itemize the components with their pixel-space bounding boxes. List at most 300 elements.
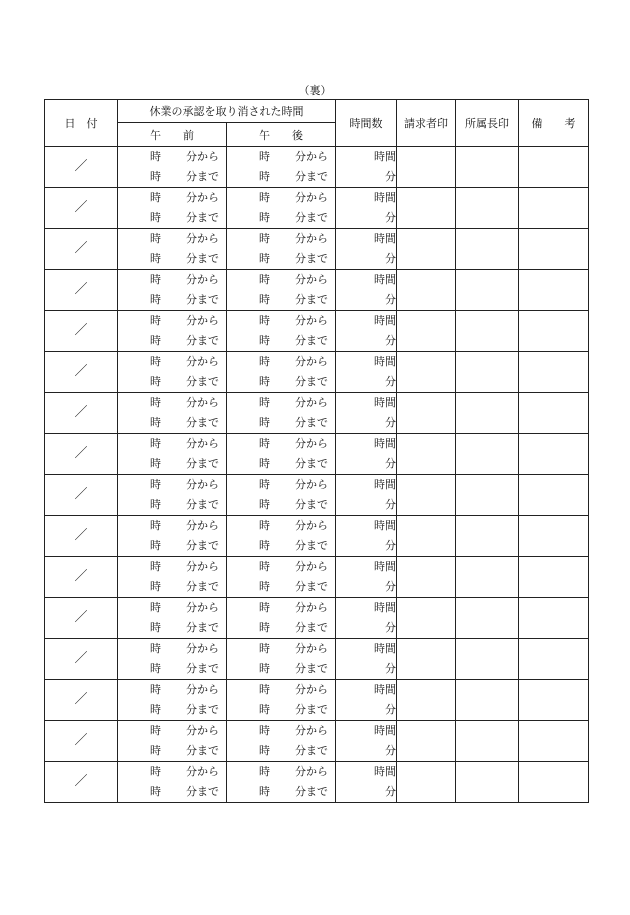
am-until-hour-label: 時 — [150, 703, 161, 716]
minutes-cell[interactable] — [336, 372, 397, 393]
am-until-hour-label: 時 — [150, 334, 161, 347]
hours-unit-label: 時間 — [374, 355, 396, 368]
entry-date-cell[interactable] — [45, 270, 118, 311]
pm-from-cell[interactable] — [227, 352, 336, 373]
pm-from-minute-label: 分から — [295, 191, 328, 204]
hours-unit-label: 時間 — [374, 560, 396, 573]
hours-unit-label: 時間 — [374, 396, 396, 409]
minutes-cell[interactable] — [336, 413, 397, 434]
am-from-cell[interactable] — [118, 229, 227, 250]
entry-row-top — [45, 352, 589, 373]
pm-from-hour-label: 時 — [259, 683, 270, 696]
pm-from-hour-label: 時 — [259, 273, 270, 286]
pm-until-cell[interactable] — [227, 331, 336, 352]
minutes-cell[interactable] — [336, 536, 397, 557]
hours-unit-label: 時間 — [374, 314, 396, 327]
requester-seal-cell[interactable] — [397, 516, 456, 557]
am-until-hour-label: 時 — [150, 498, 161, 511]
minutes-cell[interactable] — [336, 167, 397, 188]
pm-from-hour-label: 時 — [259, 724, 270, 737]
date-slash: ／ — [74, 323, 88, 338]
minutes-cell[interactable] — [336, 577, 397, 598]
pm-until-hour-label: 時 — [259, 580, 270, 593]
pm-until-cell[interactable] — [227, 700, 336, 721]
am-until-minute-label: 分まで — [186, 580, 219, 593]
am-until-hour-label: 時 — [150, 293, 161, 306]
hours-cell[interactable] — [336, 639, 397, 660]
am-until-cell[interactable] — [118, 782, 227, 803]
pm-from-minute-label: 分から — [295, 642, 328, 655]
header-date: 日 付 — [45, 100, 118, 147]
manager-seal-cell[interactable] — [456, 393, 519, 434]
hours-unit-label: 時間 — [374, 191, 396, 204]
minutes-cell[interactable] — [336, 741, 397, 762]
am-until-cell[interactable] — [118, 700, 227, 721]
am-from-cell[interactable] — [118, 311, 227, 332]
pm-from-minute-label: 分から — [295, 355, 328, 368]
header-cancelled-time: 休業の承認を取り消された時間 — [118, 100, 336, 123]
am-from-minute-label: 分から — [186, 232, 219, 245]
am-from-cell[interactable] — [118, 393, 227, 414]
hours-cell[interactable] — [336, 311, 397, 332]
pm-until-cell[interactable] — [227, 659, 336, 680]
minutes-unit-label: 分 — [385, 170, 396, 183]
hours-cell[interactable] — [336, 762, 397, 783]
pm-until-cell[interactable] — [227, 577, 336, 598]
remarks-cell[interactable] — [519, 188, 589, 229]
manager-seal-cell[interactable] — [456, 516, 519, 557]
header-pm: 午 後 — [227, 123, 336, 147]
minutes-unit-label: 分 — [385, 334, 396, 347]
am-from-minute-label: 分から — [186, 396, 219, 409]
am-from-hour-label: 時 — [150, 437, 161, 450]
hours-cell[interactable] — [336, 270, 397, 291]
requester-seal-cell[interactable] — [397, 188, 456, 229]
remarks-cell[interactable] — [519, 598, 589, 639]
manager-seal-cell[interactable] — [456, 352, 519, 393]
minutes-unit-label: 分 — [385, 744, 396, 757]
remarks-cell[interactable] — [519, 352, 589, 393]
date-slash: ／ — [74, 159, 88, 174]
entry-date-cell[interactable] — [45, 762, 118, 803]
am-until-cell[interactable] — [118, 536, 227, 557]
requester-seal-cell[interactable] — [397, 557, 456, 598]
am-until-cell[interactable] — [118, 331, 227, 352]
pm-until-minute-label: 分まで — [295, 334, 328, 347]
requester-seal-cell[interactable] — [397, 680, 456, 721]
pm-until-cell[interactable] — [227, 249, 336, 270]
pm-from-hour-label: 時 — [259, 314, 270, 327]
hours-cell[interactable] — [336, 516, 397, 537]
date-slash: ／ — [74, 200, 88, 215]
am-until-hour-label: 時 — [150, 621, 161, 634]
pm-from-cell[interactable] — [227, 147, 336, 168]
am-until-cell[interactable] — [118, 618, 227, 639]
remarks-cell[interactable] — [519, 393, 589, 434]
pm-until-cell[interactable] — [227, 782, 336, 803]
pm-until-hour-label: 時 — [259, 498, 270, 511]
am-from-cell[interactable] — [118, 475, 227, 496]
am-from-hour-label: 時 — [150, 273, 161, 286]
pm-from-cell[interactable] — [227, 516, 336, 537]
am-until-cell[interactable] — [118, 454, 227, 475]
pm-from-cell[interactable] — [227, 639, 336, 660]
requester-seal-cell[interactable] — [397, 270, 456, 311]
remarks-cell[interactable] — [519, 475, 589, 516]
am-from-cell[interactable] — [118, 557, 227, 578]
pm-until-cell[interactable] — [227, 454, 336, 475]
pm-until-hour-label: 時 — [259, 785, 270, 798]
am-until-hour-label: 時 — [150, 457, 161, 470]
pm-from-cell[interactable] — [227, 557, 336, 578]
am-from-cell[interactable] — [118, 721, 227, 742]
am-from-minute-label: 分から — [186, 642, 219, 655]
manager-seal-cell[interactable] — [456, 762, 519, 803]
pm-until-minute-label: 分まで — [295, 416, 328, 429]
pm-from-hour-label: 時 — [259, 478, 270, 491]
entry-date-cell[interactable] — [45, 516, 118, 557]
entry-date-cell[interactable] — [45, 311, 118, 352]
am-until-minute-label: 分まで — [186, 170, 219, 183]
entry-date-cell[interactable] — [45, 475, 118, 516]
manager-seal-cell[interactable] — [456, 270, 519, 311]
pm-from-hour-label: 時 — [259, 191, 270, 204]
hours-cell[interactable] — [336, 229, 397, 250]
pm-from-cell[interactable] — [227, 188, 336, 209]
manager-seal-cell[interactable] — [456, 721, 519, 762]
hours-cell[interactable] — [336, 188, 397, 209]
header-remarks: 備 考 — [519, 100, 589, 147]
minutes-cell[interactable] — [336, 659, 397, 680]
entry-row-top — [45, 475, 589, 496]
am-until-minute-label: 分まで — [186, 744, 219, 757]
hours-unit-label: 時間 — [374, 150, 396, 163]
entry-date-cell[interactable] — [45, 639, 118, 680]
am-until-minute-label: 分まで — [186, 785, 219, 798]
am-until-cell[interactable] — [118, 249, 227, 270]
am-from-minute-label: 分から — [186, 314, 219, 327]
entry-date-cell[interactable] — [45, 352, 118, 393]
manager-seal-cell[interactable] — [456, 557, 519, 598]
hours-cell[interactable] — [336, 147, 397, 168]
entry-row-top — [45, 557, 589, 578]
pm-from-minute-label: 分から — [295, 396, 328, 409]
pm-until-minute-label: 分まで — [295, 498, 328, 511]
am-until-hour-label: 時 — [150, 785, 161, 798]
minutes-cell[interactable] — [336, 331, 397, 352]
date-slash: ／ — [74, 692, 88, 707]
minutes-unit-label: 分 — [385, 416, 396, 429]
pm-from-cell[interactable] — [227, 434, 336, 455]
pm-until-minute-label: 分まで — [295, 703, 328, 716]
pm-from-cell[interactable] — [227, 598, 336, 619]
pm-until-hour-label: 時 — [259, 621, 270, 634]
pm-until-cell[interactable] — [227, 413, 336, 434]
am-from-cell[interactable] — [118, 188, 227, 209]
minutes-cell[interactable] — [336, 495, 397, 516]
am-from-hour-label: 時 — [150, 232, 161, 245]
pm-until-hour-label: 時 — [259, 744, 270, 757]
entry-date-cell[interactable] — [45, 393, 118, 434]
date-slash: ／ — [74, 569, 88, 584]
am-until-hour-label: 時 — [150, 375, 161, 388]
manager-seal-cell[interactable] — [456, 680, 519, 721]
am-from-hour-label: 時 — [150, 765, 161, 778]
pm-from-cell[interactable] — [227, 311, 336, 332]
header-am: 午 前 — [118, 123, 227, 147]
am-from-hour-label: 時 — [150, 519, 161, 532]
am-until-cell[interactable] — [118, 290, 227, 311]
hours-cell[interactable] — [336, 598, 397, 619]
header-hours: 時間数 — [336, 100, 397, 147]
am-until-cell[interactable] — [118, 372, 227, 393]
pm-until-hour-label: 時 — [259, 170, 270, 183]
am-until-cell[interactable] — [118, 413, 227, 434]
am-until-minute-label: 分まで — [186, 375, 219, 388]
requester-seal-cell[interactable] — [397, 393, 456, 434]
remarks-cell[interactable] — [519, 721, 589, 762]
manager-seal-cell[interactable] — [456, 229, 519, 270]
minutes-cell[interactable] — [336, 618, 397, 639]
page-side-caption: （裏） — [298, 84, 332, 97]
hours-cell[interactable] — [336, 557, 397, 578]
pm-until-hour-label: 時 — [259, 252, 270, 265]
am-until-hour-label: 時 — [150, 539, 161, 552]
entry-row-top — [45, 598, 589, 619]
entry-date-cell[interactable] — [45, 721, 118, 762]
minutes-cell[interactable] — [336, 290, 397, 311]
pm-from-minute-label: 分から — [295, 150, 328, 163]
am-until-cell[interactable] — [118, 577, 227, 598]
minutes-cell[interactable] — [336, 208, 397, 229]
remarks-cell[interactable] — [519, 516, 589, 557]
pm-until-hour-label: 時 — [259, 539, 270, 552]
am-from-cell[interactable] — [118, 639, 227, 660]
pm-until-minute-label: 分まで — [295, 375, 328, 388]
entry-date-cell[interactable] — [45, 557, 118, 598]
entry-date-cell[interactable] — [45, 680, 118, 721]
pm-until-cell[interactable] — [227, 208, 336, 229]
pm-from-hour-label: 時 — [259, 642, 270, 655]
pm-until-cell[interactable] — [227, 495, 336, 516]
manager-seal-cell[interactable] — [456, 639, 519, 680]
entry-row-top — [45, 434, 589, 455]
hours-unit-label: 時間 — [374, 232, 396, 245]
pm-until-cell[interactable] — [227, 167, 336, 188]
am-from-hour-label: 時 — [150, 478, 161, 491]
pm-from-minute-label: 分から — [295, 765, 328, 778]
manager-seal-cell[interactable] — [456, 475, 519, 516]
am-from-minute-label: 分から — [186, 519, 219, 532]
am-from-hour-label: 時 — [150, 150, 161, 163]
pm-from-minute-label: 分から — [295, 724, 328, 737]
am-until-cell[interactable] — [118, 167, 227, 188]
am-until-minute-label: 分まで — [186, 539, 219, 552]
am-until-hour-label: 時 — [150, 170, 161, 183]
requester-seal-cell[interactable] — [397, 639, 456, 680]
pm-until-hour-label: 時 — [259, 211, 270, 224]
am-until-cell[interactable] — [118, 659, 227, 680]
minutes-cell[interactable] — [336, 454, 397, 475]
date-slash: ／ — [74, 282, 88, 297]
requester-seal-cell[interactable] — [397, 721, 456, 762]
entry-date-cell[interactable] — [45, 434, 118, 475]
entry-date-cell[interactable] — [45, 147, 118, 188]
am-until-minute-label: 分まで — [186, 703, 219, 716]
am-from-minute-label: 分から — [186, 601, 219, 614]
date-slash: ／ — [74, 487, 88, 502]
minutes-unit-label: 分 — [385, 580, 396, 593]
pm-from-hour-label: 時 — [259, 355, 270, 368]
entry-date-cell[interactable] — [45, 188, 118, 229]
remarks-cell[interactable] — [519, 311, 589, 352]
am-until-hour-label: 時 — [150, 211, 161, 224]
manager-seal-cell[interactable] — [456, 311, 519, 352]
hours-unit-label: 時間 — [374, 601, 396, 614]
requester-seal-cell[interactable] — [397, 311, 456, 352]
pm-from-cell[interactable] — [227, 475, 336, 496]
am-until-cell[interactable] — [118, 495, 227, 516]
am-from-cell[interactable] — [118, 598, 227, 619]
manager-seal-cell[interactable] — [456, 434, 519, 475]
am-from-cell[interactable] — [118, 516, 227, 537]
date-slash: ／ — [74, 733, 88, 748]
date-slash: ／ — [74, 446, 88, 461]
am-until-minute-label: 分まで — [186, 334, 219, 347]
am-from-minute-label: 分から — [186, 150, 219, 163]
minutes-unit-label: 分 — [385, 703, 396, 716]
pm-until-minute-label: 分まで — [295, 252, 328, 265]
pm-until-minute-label: 分まで — [295, 785, 328, 798]
am-until-minute-label: 分まで — [186, 416, 219, 429]
remarks-cell[interactable] — [519, 434, 589, 475]
pm-from-cell[interactable] — [227, 270, 336, 291]
manager-seal-cell[interactable] — [456, 147, 519, 188]
header-requester-seal: 請求者印 — [397, 100, 456, 147]
pm-until-cell[interactable] — [227, 290, 336, 311]
pm-from-cell[interactable] — [227, 393, 336, 414]
pm-until-cell[interactable] — [227, 618, 336, 639]
am-from-minute-label: 分から — [186, 478, 219, 491]
requester-seal-cell[interactable] — [397, 762, 456, 803]
pm-from-cell[interactable] — [227, 721, 336, 742]
am-from-hour-label: 時 — [150, 396, 161, 409]
am-from-cell[interactable] — [118, 270, 227, 291]
pm-until-cell[interactable] — [227, 536, 336, 557]
hours-cell[interactable] — [336, 352, 397, 373]
pm-from-minute-label: 分から — [295, 437, 328, 450]
remarks-cell[interactable] — [519, 680, 589, 721]
pm-from-hour-label: 時 — [259, 437, 270, 450]
remarks-cell[interactable] — [519, 229, 589, 270]
hours-cell[interactable] — [336, 721, 397, 742]
entry-row-top — [45, 762, 589, 783]
pm-from-cell[interactable] — [227, 762, 336, 783]
pm-until-cell[interactable] — [227, 741, 336, 762]
date-slash: ／ — [74, 241, 88, 256]
minutes-unit-label: 分 — [385, 211, 396, 224]
entry-row-top — [45, 680, 589, 701]
pm-from-cell[interactable] — [227, 229, 336, 250]
am-from-hour-label: 時 — [150, 314, 161, 327]
entry-date-cell[interactable] — [45, 229, 118, 270]
am-from-cell[interactable] — [118, 762, 227, 783]
am-from-minute-label: 分から — [186, 724, 219, 737]
requester-seal-cell[interactable] — [397, 475, 456, 516]
am-from-cell[interactable] — [118, 352, 227, 373]
am-until-cell[interactable] — [118, 208, 227, 229]
am-until-minute-label: 分まで — [186, 457, 219, 470]
am-from-cell[interactable] — [118, 147, 227, 168]
pm-until-minute-label: 分まで — [295, 211, 328, 224]
am-from-hour-label: 時 — [150, 191, 161, 204]
pm-from-cell[interactable] — [227, 680, 336, 701]
pm-from-minute-label: 分から — [295, 478, 328, 491]
date-slash: ／ — [74, 774, 88, 789]
requester-seal-cell[interactable] — [397, 229, 456, 270]
minutes-cell[interactable] — [336, 249, 397, 270]
requester-seal-cell[interactable] — [397, 147, 456, 188]
am-from-cell[interactable] — [118, 434, 227, 455]
date-slash: ／ — [74, 528, 88, 543]
am-until-hour-label: 時 — [150, 662, 161, 675]
leave-cancellation-table — [44, 99, 589, 803]
remarks-cell[interactable] — [519, 147, 589, 188]
requester-seal-cell[interactable] — [397, 352, 456, 393]
pm-until-hour-label: 時 — [259, 703, 270, 716]
hours-cell[interactable] — [336, 680, 397, 701]
am-from-minute-label: 分から — [186, 765, 219, 778]
entry-row-top — [45, 393, 589, 414]
am-from-minute-label: 分から — [186, 191, 219, 204]
hours-unit-label: 時間 — [374, 724, 396, 737]
minutes-unit-label: 分 — [385, 539, 396, 552]
am-until-hour-label: 時 — [150, 252, 161, 265]
minutes-cell[interactable] — [336, 700, 397, 721]
hours-cell[interactable] — [336, 393, 397, 414]
am-from-cell[interactable] — [118, 680, 227, 701]
remarks-cell[interactable] — [519, 762, 589, 803]
hours-unit-label: 時間 — [374, 273, 396, 286]
entry-row-top — [45, 639, 589, 660]
entry-rows — [45, 147, 589, 803]
hours-unit-label: 時間 — [374, 437, 396, 450]
hours-cell[interactable] — [336, 434, 397, 455]
hours-unit-label: 時間 — [374, 765, 396, 778]
am-until-minute-label: 分まで — [186, 252, 219, 265]
remarks-cell[interactable] — [519, 557, 589, 598]
pm-from-hour-label: 時 — [259, 232, 270, 245]
pm-until-minute-label: 分まで — [295, 457, 328, 470]
entry-date-cell[interactable] — [45, 598, 118, 639]
pm-from-minute-label: 分から — [295, 560, 328, 573]
pm-from-hour-label: 時 — [259, 519, 270, 532]
manager-seal-cell[interactable] — [456, 188, 519, 229]
pm-from-minute-label: 分から — [295, 683, 328, 696]
remarks-cell[interactable] — [519, 639, 589, 680]
pm-until-minute-label: 分まで — [295, 170, 328, 183]
requester-seal-cell[interactable] — [397, 434, 456, 475]
requester-seal-cell[interactable] — [397, 598, 456, 639]
remarks-cell[interactable] — [519, 270, 589, 311]
manager-seal-cell[interactable] — [456, 598, 519, 639]
am-until-cell[interactable] — [118, 741, 227, 762]
am-from-minute-label: 分から — [186, 355, 219, 368]
minutes-cell[interactable] — [336, 782, 397, 803]
hours-cell[interactable] — [336, 475, 397, 496]
minutes-unit-label: 分 — [385, 457, 396, 470]
pm-until-cell[interactable] — [227, 372, 336, 393]
